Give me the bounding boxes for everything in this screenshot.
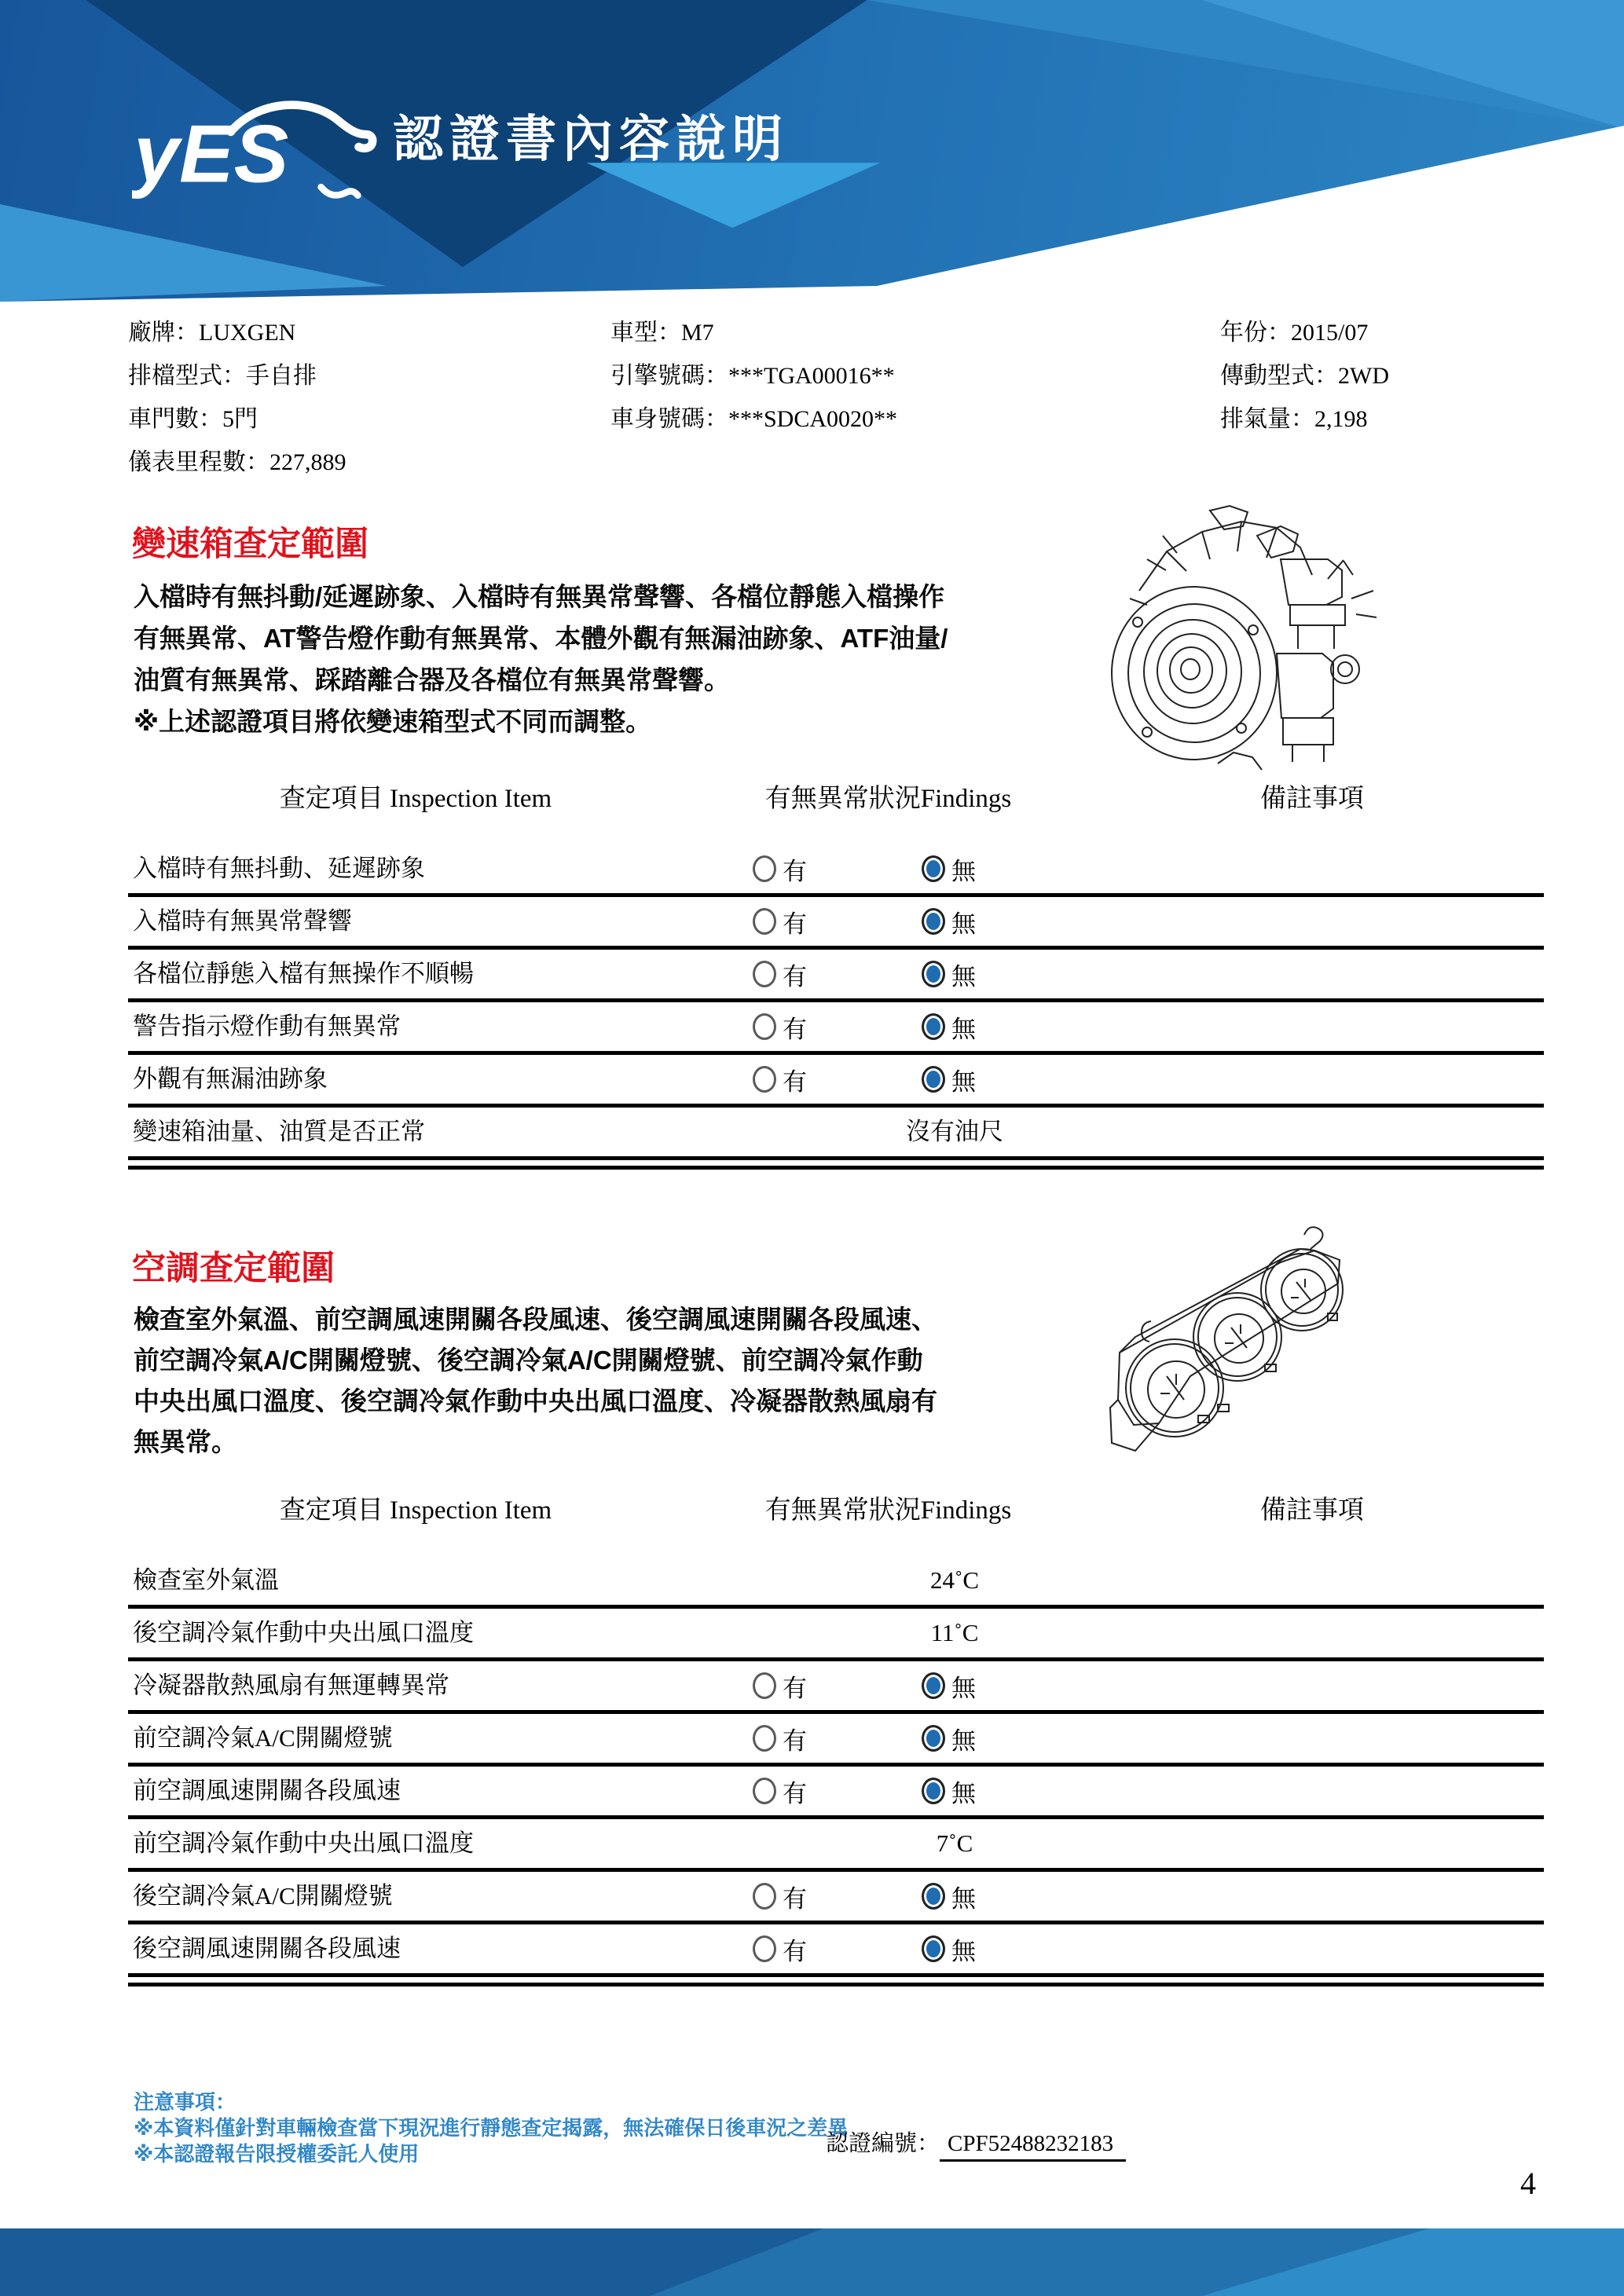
notice-line: ※本資料僅針對車輛檢查當下現況進行靜態查定揭露，無法確保日後車況之差異 — [134, 2116, 849, 2140]
inspection-item-label: 冷凝器散熱風扇有無運轉異常 — [133, 1672, 449, 1699]
yes-logo — [132, 88, 391, 206]
radio-yes-label: 有 — [783, 962, 807, 991]
section-description-line: 有無異常、AT警告燈作動有無異常、本體外觀有無漏油跡象、ATF油量/ — [134, 624, 948, 653]
radio-no-label: 無 — [951, 1674, 976, 1702]
inspection-item-label: 後空調風速開關各段風速 — [133, 1935, 401, 1962]
table-row — [128, 1924, 1544, 1977]
radio-yes[interactable] — [753, 961, 776, 987]
inspection-item-label: 外觀有無漏油跡象 — [133, 1065, 328, 1093]
radio-no-label: 無 — [951, 962, 976, 991]
footer-band — [0, 2228, 1624, 2296]
vehicle-info-col2 — [610, 311, 897, 441]
inspection-item-label: 前空調冷氣作動中央出風口溫度 — [133, 1829, 474, 1857]
radio-yes-label: 有 — [783, 1674, 807, 1702]
finding-value: 沒有油尺 — [906, 1118, 1003, 1145]
certificate-number — [826, 2126, 1126, 2158]
table-row — [128, 1556, 1544, 1609]
radio-no-label: 無 — [951, 857, 976, 885]
radio-yes[interactable] — [753, 1778, 776, 1804]
radio-no-label: 無 — [951, 1884, 976, 1913]
radio-yes[interactable] — [753, 1883, 776, 1910]
radio-group-no — [922, 1055, 976, 1104]
section-title-transmission: 變速箱查定範圍 — [132, 525, 368, 563]
radio-yes[interactable] — [753, 908, 776, 935]
radio-group-yes — [753, 897, 807, 946]
radio-yes-label: 有 — [783, 1727, 807, 1755]
section-description-line: 油質有無異常、踩踏離合器及各檔位有無異常聲響。 — [134, 665, 730, 694]
notice-line: ※本認證報告限授權委託人使用 — [134, 2142, 420, 2166]
radio-group-no — [922, 844, 976, 893]
vehicle-info-col1 — [128, 311, 346, 484]
vehicle-info-item: 儀表里程數：227,889 — [128, 449, 346, 475]
table-row — [128, 1002, 1544, 1055]
radio-yes-label: 有 — [783, 857, 807, 885]
radio-yes[interactable] — [753, 1725, 776, 1752]
radio-group-yes — [753, 1767, 807, 1815]
section-description-line: 入檔時有無抖動/延遲跡象、入檔時有無異常聲響、各檔位靜態入檔操作 — [134, 582, 945, 611]
radio-no-label: 無 — [951, 1779, 976, 1807]
table-row — [128, 1055, 1544, 1108]
radio-group-yes — [753, 1661, 807, 1710]
radio-no-label: 無 — [951, 1937, 976, 1965]
radio-yes-label: 有 — [783, 1067, 807, 1096]
radio-yes-label: 有 — [783, 910, 807, 938]
table-row — [128, 1872, 1544, 1924]
radio-no-label: 無 — [951, 1067, 976, 1096]
inspection-item-label: 後空調冷氣作動中央出風口溫度 — [133, 1619, 474, 1646]
radio-yes-label: 有 — [783, 1937, 807, 1965]
vehicle-info-item: 傳動型式：2WD — [1220, 363, 1389, 389]
radio-yes-label: 有 — [783, 1015, 807, 1043]
car-wheel-swoosh-icon — [321, 187, 358, 196]
vehicle-info-item: 車門數：5門 — [128, 406, 258, 432]
radio-group-no — [922, 1924, 976, 1973]
table-row — [128, 1108, 1544, 1160]
radio-no-checked[interactable] — [922, 1013, 945, 1040]
col-header-item: 查定項目 Inspection Item — [279, 1496, 552, 1525]
radio-no-label: 無 — [951, 910, 976, 938]
col-header-remark: 備註事項 — [1260, 785, 1364, 813]
table-header-row — [128, 774, 1544, 824]
radio-no-checked[interactable] — [922, 1883, 945, 1910]
radio-group-yes — [753, 1002, 807, 1051]
table-row — [128, 844, 1544, 897]
section-description-line: 前空調冷氣A/C開關燈號、後空調冷氣A/C開關燈號、前空調冷氣作動 — [134, 1346, 923, 1375]
radio-group-no — [922, 1661, 976, 1710]
vehicle-info-item: 引擎號碼：***TGA00016** — [610, 363, 895, 389]
vehicle-info-item: 排檔型式：手自排 — [128, 363, 317, 389]
header-band — [0, 0, 1624, 314]
col-header-remark: 備註事項 — [1260, 1496, 1364, 1525]
radio-no-checked[interactable] — [922, 908, 945, 935]
table-row — [128, 1661, 1544, 1714]
radio-group-no — [922, 1872, 976, 1921]
radio-group-yes — [753, 1055, 807, 1104]
radio-yes[interactable] — [753, 1935, 776, 1962]
radio-yes[interactable] — [753, 1672, 776, 1699]
radio-yes[interactable] — [753, 1013, 776, 1040]
inspection-item-label: 入檔時有無抖動、延遲跡象 — [133, 855, 425, 882]
radio-no-label: 無 — [951, 1015, 976, 1043]
radio-yes-label: 有 — [783, 1884, 807, 1913]
vehicle-info-item: 廠牌：LUXGEN — [128, 320, 296, 346]
vehicle-info-item: 排氣量：2,198 — [1220, 406, 1368, 432]
vehicle-info-item: 車身號碼：***SDCA0020** — [610, 406, 898, 432]
radio-group-no — [922, 950, 976, 998]
col-header-findings: 有無異常狀況Findings — [764, 1496, 1012, 1525]
radio-group-no — [922, 1002, 976, 1051]
radio-no-checked[interactable] — [922, 961, 945, 987]
radio-group-yes — [753, 844, 807, 893]
radio-yes[interactable] — [753, 855, 776, 882]
section-description-transmission — [134, 576, 1108, 742]
table-header-row — [128, 1485, 1544, 1536]
radio-yes-label: 有 — [783, 1779, 807, 1807]
radio-group-no — [922, 897, 976, 946]
table-row — [128, 1819, 1544, 1872]
radio-no-checked[interactable] — [922, 1066, 945, 1093]
finding-value: 7˚C — [936, 1829, 973, 1857]
radio-group-no — [922, 1714, 976, 1763]
radio-no-checked[interactable] — [922, 1672, 945, 1699]
section-description-line: 無異常。 — [134, 1427, 237, 1456]
notice-block — [134, 2089, 848, 2167]
finding-value: 24˚C — [930, 1566, 979, 1594]
radio-no-checked[interactable] — [922, 1778, 945, 1804]
radio-group-no — [922, 1767, 976, 1815]
radio-yes[interactable] — [753, 1066, 776, 1093]
section-title-ac: 空調查定範圍 — [132, 1250, 335, 1287]
section-description-line: 檢查室外氣溫、前空調風速開關各段風速、後空調風速開關各段風速、 — [134, 1305, 937, 1334]
inspection-item-label: 前空調冷氣A/C開關燈號 — [133, 1724, 393, 1752]
table-row — [128, 1609, 1544, 1661]
radio-group-yes — [753, 950, 807, 998]
page-number: 4 — [1520, 2166, 1536, 2201]
table-row — [128, 1767, 1544, 1819]
radio-group-yes — [753, 1872, 807, 1921]
inspection-item-label: 警告指示燈作動有無異常 — [133, 1013, 401, 1040]
ac-table — [128, 1485, 1544, 1987]
yes-logo-text: yES — [134, 108, 289, 200]
certificate-number-label: 認證編號： — [826, 2131, 940, 2156]
radio-group-yes — [753, 1924, 807, 1973]
table-header-gap — [128, 824, 1544, 844]
table-bottom-rule — [128, 1166, 1544, 1170]
vehicle-info-col3 — [1220, 311, 1389, 441]
finding-value: 11˚C — [930, 1619, 979, 1646]
inspection-item-label: 各檔位靜態入檔有無操作不順暢 — [133, 960, 474, 987]
table-row — [128, 950, 1544, 1002]
inspection-item-label: 後空調冷氣A/C開關燈號 — [133, 1882, 393, 1910]
section-description-line: 中央出風口溫度、後空調冷氣作動中央出風口溫度、冷凝器散熱風扇有 — [134, 1386, 937, 1415]
radio-no-checked[interactable] — [922, 855, 945, 882]
radio-no-label: 無 — [951, 1727, 976, 1755]
radio-group-yes — [753, 1714, 807, 1763]
inspection-item-label: 變速箱油量、油質是否正常 — [133, 1118, 425, 1145]
col-header-findings: 有無異常狀況Findings — [764, 785, 1012, 813]
certificate-number-value: CPF52488232183 — [940, 2131, 1126, 2162]
table-header-gap — [128, 1536, 1544, 1556]
section-description-ac — [134, 1299, 1108, 1463]
table-row — [128, 897, 1544, 950]
notice-title: 注意事項： — [134, 2090, 236, 2114]
transmission-table — [128, 774, 1544, 1170]
table-bottom-rule — [128, 1983, 1544, 1987]
inspection-item-label: 入檔時有無異常聲響 — [133, 907, 352, 935]
inspection-item-label: 檢查室外氣溫 — [133, 1566, 279, 1594]
page-title: 認證書內容說明 — [393, 111, 789, 167]
radio-no-checked[interactable] — [922, 1725, 945, 1752]
inspection-item-label: 前空調風速開關各段風速 — [133, 1777, 401, 1804]
transmission-illustration — [1092, 504, 1387, 775]
vehicle-info-item: 車型：M7 — [610, 320, 714, 346]
col-header-item: 查定項目 Inspection Item — [279, 785, 552, 813]
section-description-line: ※上述認證項目將依變速箱型式不同而調整。 — [134, 707, 652, 736]
radio-no-checked[interactable] — [922, 1935, 945, 1962]
ac-panel-illustration — [1104, 1219, 1371, 1463]
vehicle-info-item: 年份：2015/07 — [1220, 320, 1369, 346]
table-row — [128, 1714, 1544, 1767]
